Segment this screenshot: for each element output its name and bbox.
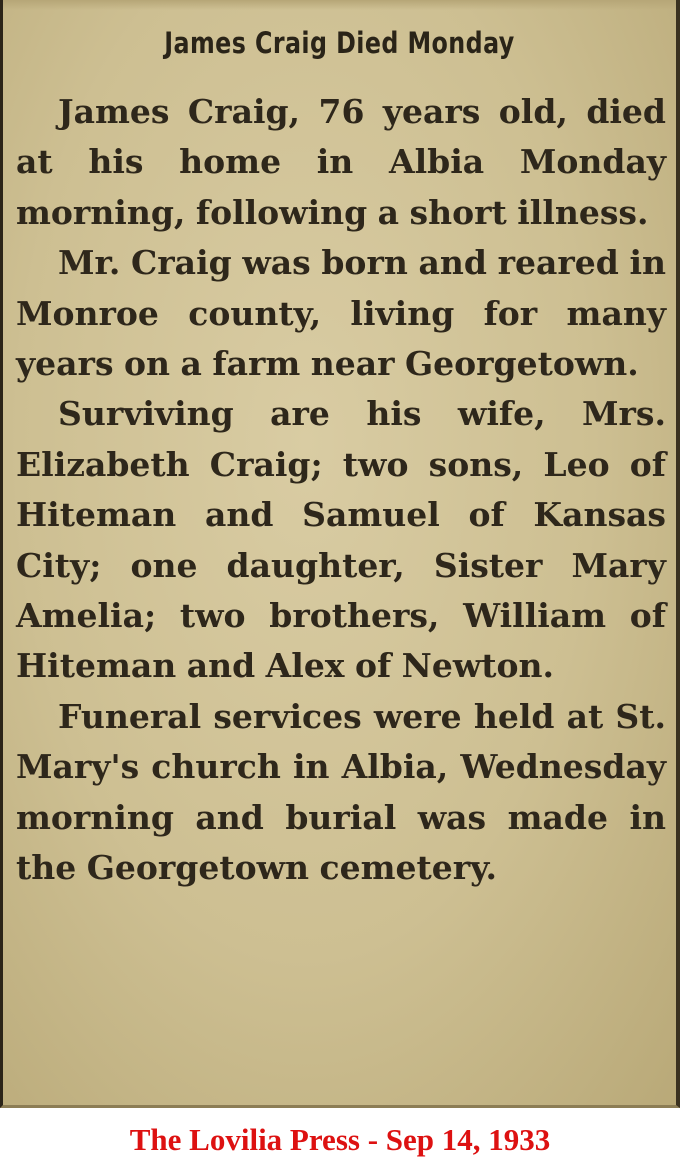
clipping-top-edge [3, 0, 676, 10]
article-body [16, 87, 666, 894]
source-caption: The Lovilia Press - Sep 14, 1933 [129, 1122, 551, 1157]
article-headline: James Craig Died Monday [164, 26, 515, 60]
article-paragraph-2: Mr. Craig was born and reared in Monroe county, living for many years on a farm near Georgetown. [16, 243, 666, 384]
article-paragraph-3: Surviving are his wife, Mrs. Elizabeth Craig; two sons, Leo of Hiteman and Samuel of Kansas City; one daughter, Sister Mary Amelia; two brothers, William of Hiteman and Alex of Newton. [16, 394, 666, 686]
article-paragraph-4: Funeral services were held at St. Mary's church in Albia, Wednesday morning and burial was made in the Georgetown cemetery. [16, 696, 666, 888]
article-paragraph-1: James Craig, 76 years old, died at his home in Albia Monday morning, following a short illness. [16, 92, 666, 232]
